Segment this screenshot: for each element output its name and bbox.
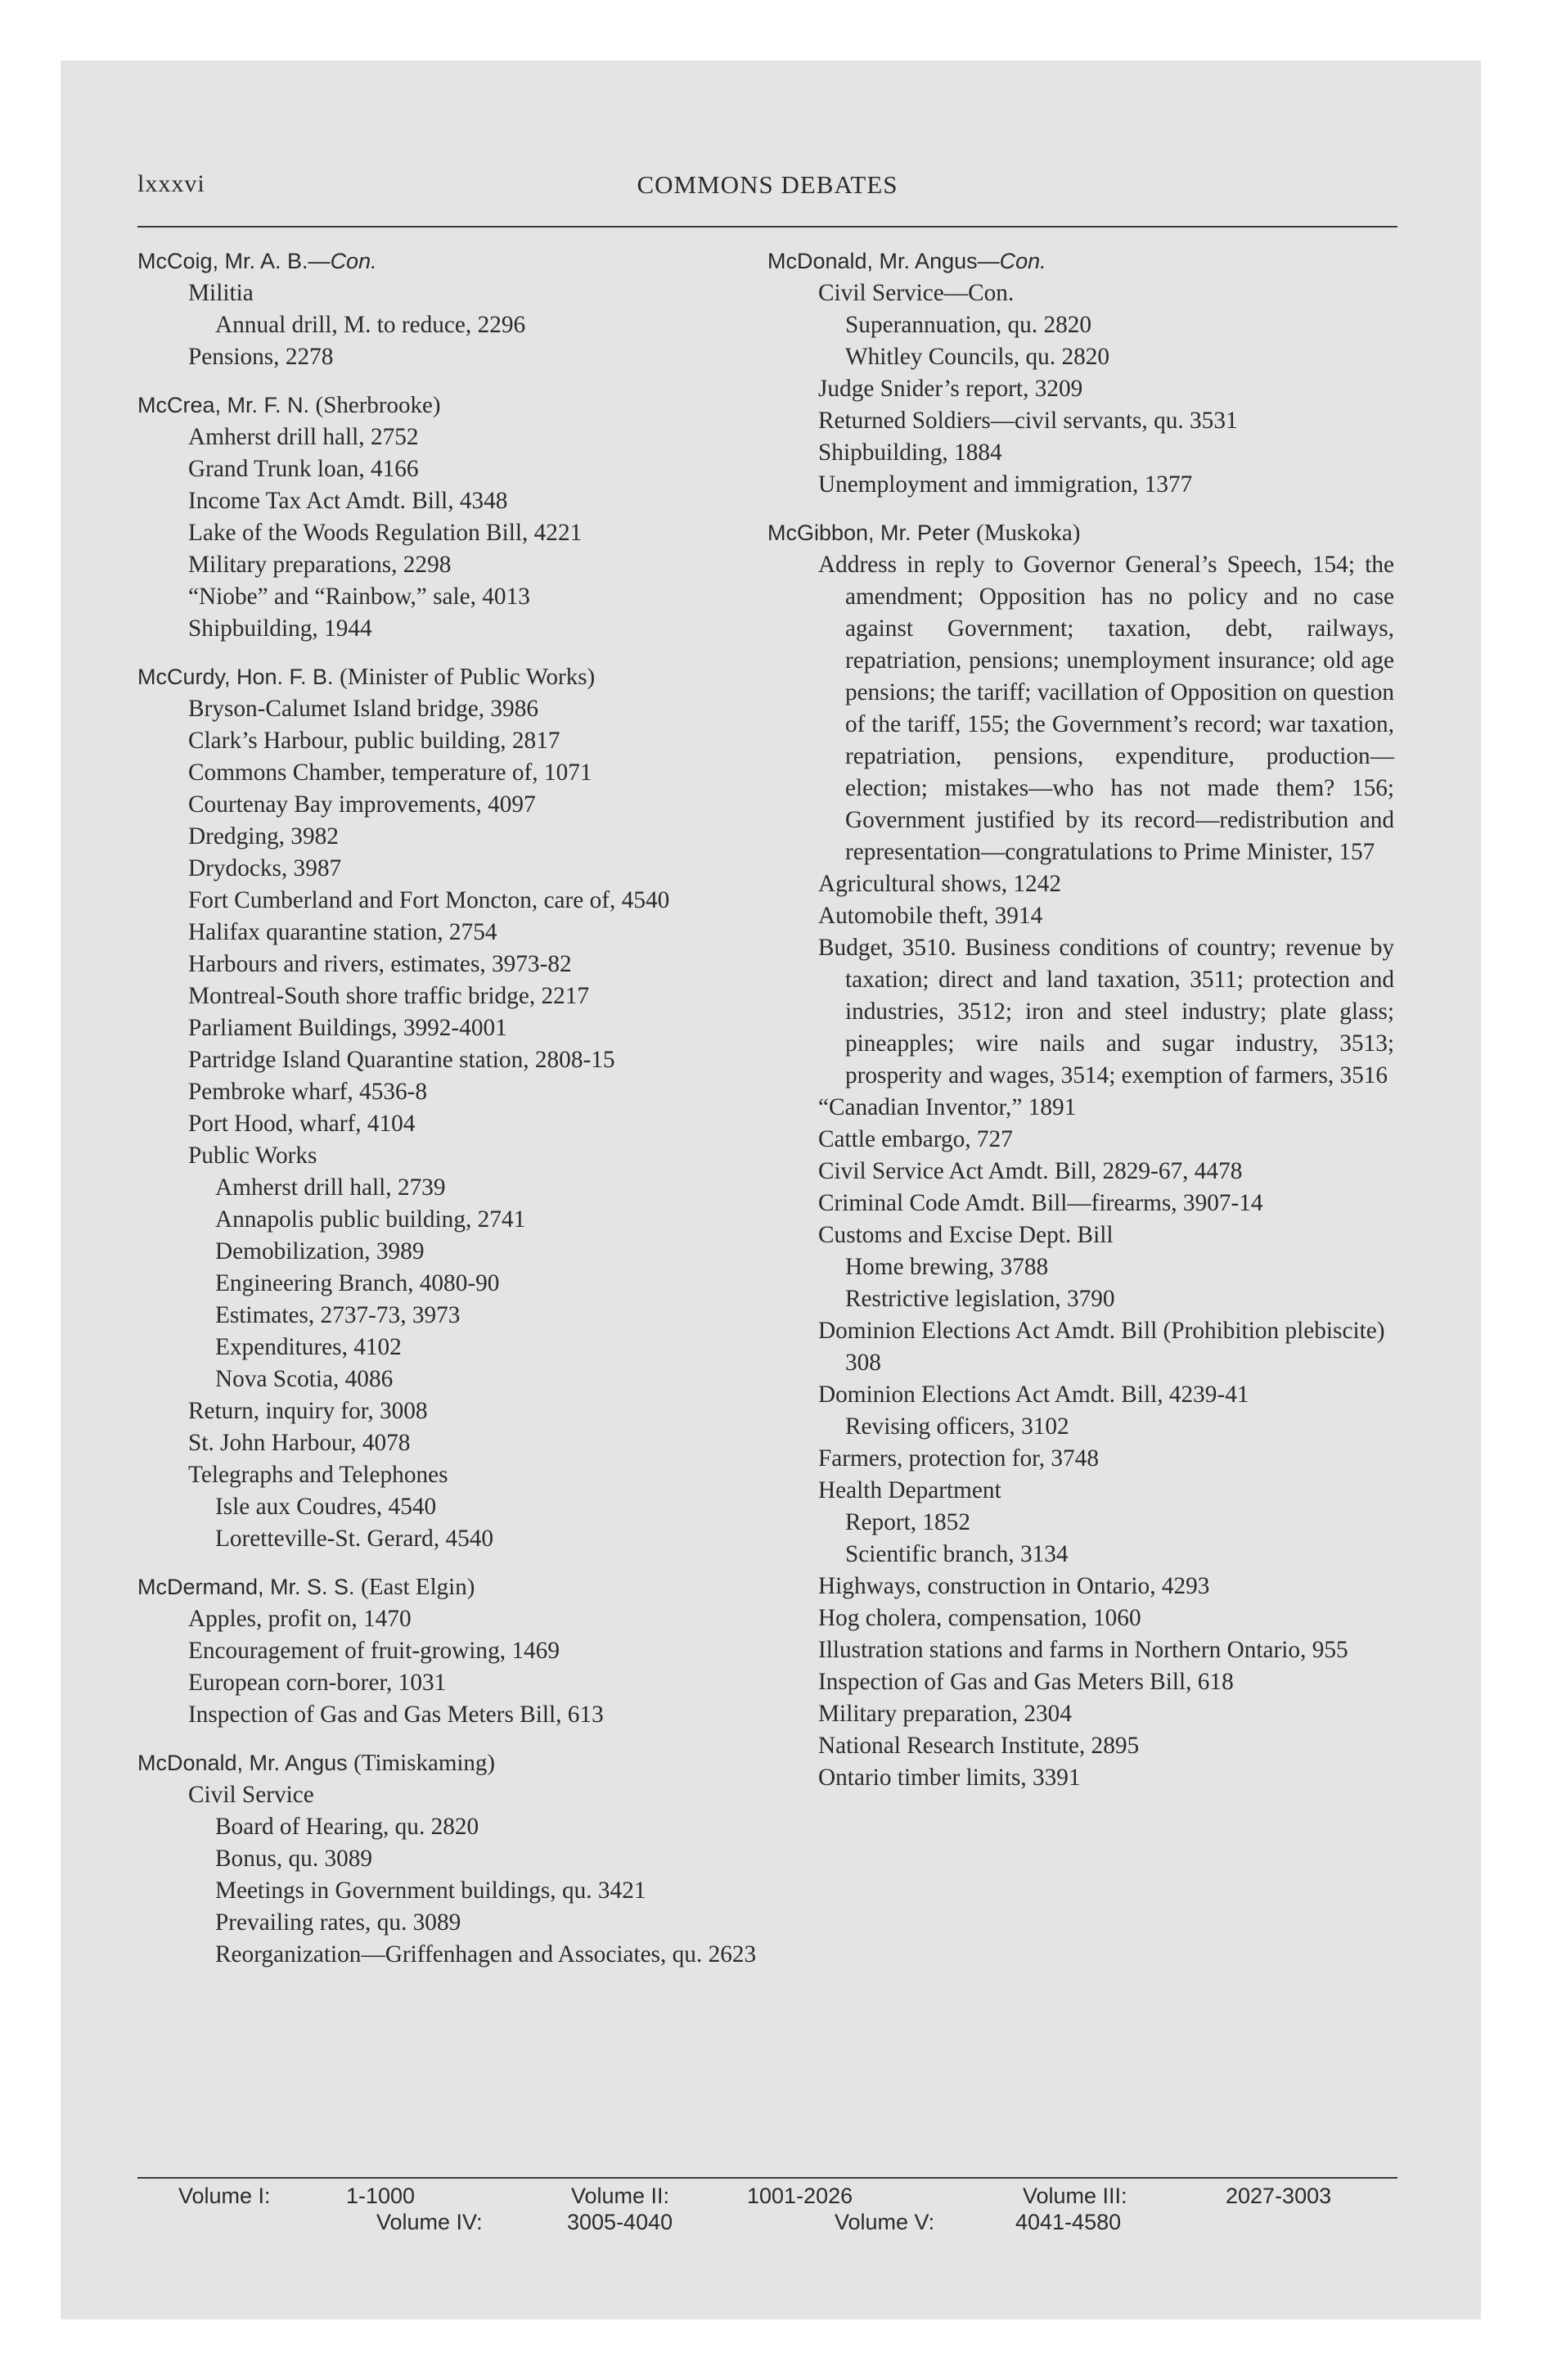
sub-subject: Amherst drill hall, 2739: [215, 1174, 446, 1201]
subject: Courtenay Bay improvements, 4097: [188, 791, 536, 818]
member-name: McDonald, Mr. Angus—: [767, 249, 1000, 273]
subject: Drydocks, 3987: [188, 855, 342, 881]
subject: Shipbuilding, 1944: [188, 615, 372, 642]
constituency: (Muskoka): [976, 520, 1081, 546]
continued-label: Con.: [330, 249, 377, 273]
volume-5-label: Volume V:: [835, 2210, 935, 2234]
subject: Dredging, 3982: [188, 823, 339, 850]
member-name: McCurdy, Hon. F. B.: [137, 665, 334, 689]
subject: Halifax quarantine station, 2754: [188, 919, 497, 945]
sub-subject: Annapolis public building, 2741: [215, 1206, 526, 1233]
sub-subject: Reorganization—Griffenhagen and Associates, qu. 2623: [215, 1941, 757, 1968]
subject: Return, inquiry for, 3008: [188, 1398, 428, 1424]
subject: National Research Institute, 2895: [818, 1733, 1140, 1759]
subject: Unemployment and immigration, 1377: [818, 471, 1193, 498]
sub-subject: Engineering Branch, 4080-90: [215, 1270, 500, 1296]
subject: Inspection of Gas and Gas Meters Bill, 618: [818, 1669, 1234, 1695]
subject: Highways, construction in Ontario, 4293: [818, 1573, 1210, 1599]
index-entry-mcdonald-continued: [767, 246, 1397, 501]
sub-subject: Meetings in Government buildings, qu. 3421: [215, 1877, 646, 1904]
subject: Income Tax Act Amdt. Bill, 4348: [188, 488, 508, 514]
subject: “Niobe” and “Rainbow,” sale, 4013: [188, 584, 530, 610]
sub-subject: Report, 1852: [845, 1509, 970, 1535]
subject: Lake of the Woods Regulation Bill, 4221: [188, 520, 583, 546]
volume-2-label: Volume II:: [571, 2184, 670, 2208]
subject: Public Works: [188, 1143, 317, 1169]
constituency: (Sherbrooke): [315, 392, 441, 418]
subject: Pensions, 2278: [188, 344, 334, 370]
subject: Hog cholera, compensation, 1060: [818, 1605, 1141, 1631]
sub-subject: Home brewing, 3788: [845, 1254, 1049, 1280]
subject: Parliament Buildings, 3992-4001: [188, 1015, 507, 1041]
sub-subject: Loretteville-St. Gerard, 4540: [215, 1526, 494, 1552]
subject: Agricultural shows, 1242: [818, 871, 1062, 897]
subject: Dominion Elections Act Amdt. Bill (Prohibition plebiscite) 308: [818, 1318, 1385, 1376]
member-name: McDonald, Mr. Angus: [137, 1751, 348, 1775]
subject: Address in reply to Governor General’s Speech, 154; the amendment; Opposition has no policy and no case against Government; taxation, debt, railways, repatriation, pensions; unemployment insurance; old age pensions; the tariff; vacillation of Opposition on question of the tariff, 155; the Government’s record; war taxation, repatriation, pensions, expenditure, production—election; mistakes—who has not made them? 156; Government justified by its record—redistribution and representation—congratulations to Prime Minister, 157: [818, 552, 1394, 865]
volume-3-range: 2027-3003: [1226, 2184, 1332, 2208]
subject: Partridge Island Quarantine station, 2808-15: [188, 1047, 615, 1073]
subject: Ontario timber limits, 3391: [818, 1765, 1081, 1791]
volume-4-range: 3005-4040: [567, 2210, 673, 2234]
volume-1-range: 1-1000: [346, 2184, 416, 2208]
member-name: McGibbon, Mr. Peter: [767, 521, 970, 545]
subject: Civil Service: [188, 1782, 314, 1808]
subject: Grand Trunk loan, 4166: [188, 456, 419, 482]
page-number: lxxxvi: [137, 170, 205, 197]
continued-label: Con.: [999, 249, 1046, 273]
sub-subject: Restrictive legislation, 3790: [845, 1286, 1115, 1312]
header-rule: [137, 226, 1397, 228]
sub-subject: Board of Hearing, qu. 2820: [215, 1814, 479, 1840]
subject: Illustration stations and farms in Northern Ontario, 955: [818, 1637, 1348, 1663]
subject: Telegraphs and Telephones: [188, 1462, 448, 1488]
sub-subject: Whitley Councils, qu. 2820: [845, 344, 1110, 370]
sub-subject: Estimates, 2737-73, 3973: [215, 1302, 461, 1328]
subject: Cattle embargo, 727: [818, 1126, 1013, 1152]
index-entry-mccrea: [137, 390, 767, 645]
constituency: (Minister of Public Works): [340, 664, 596, 690]
index-entry-mccoig: [137, 246, 767, 373]
subject: Budget, 3510. Business conditions of country; revenue by taxation; direct and land taxation, 3511; protection and industries, 3512; iron and steel industry; plate glass; pineapples; wire nails and sugar industry, 3513; prosperity and wages, 3514; exemption of farmers, 3516: [818, 935, 1394, 1089]
index-page: [137, 170, 1397, 1987]
subject: Port Hood, wharf, 4104: [188, 1111, 416, 1137]
index-columns: [137, 246, 1397, 1987]
subject: St. John Harbour, 4078: [188, 1430, 411, 1456]
subject: Commons Chamber, temperature of, 1071: [188, 760, 592, 786]
subject: Pembroke wharf, 4536-8: [188, 1079, 428, 1105]
subject: Clark’s Harbour, public building, 2817: [188, 728, 560, 754]
sub-subject: Superannuation, qu. 2820: [845, 312, 1092, 338]
member-name: McDermand, Mr. S. S.: [137, 1575, 355, 1599]
subject: Montreal-South shore traffic bridge, 2217: [188, 983, 590, 1009]
subject: Military preparation, 2304: [818, 1701, 1072, 1727]
sub-subject: Expenditures, 4102: [215, 1334, 402, 1360]
subject: Automobile theft, 3914: [818, 903, 1043, 929]
constituency: (Timiskaming): [353, 1750, 496, 1776]
subject: Criminal Code Amdt. Bill—firearms, 3907-14: [818, 1190, 1263, 1216]
sub-subject: Scientific branch, 3134: [845, 1541, 1069, 1567]
subject: Returned Soldiers—civil servants, qu. 3531: [818, 408, 1238, 434]
sub-subject: Bonus, qu. 3089: [215, 1846, 373, 1872]
sub-subject: Annual drill, M. to reduce, 2296: [215, 312, 526, 338]
subject: Apples, profit on, 1470: [188, 1606, 412, 1632]
sub-subject: Revising officers, 3102: [845, 1413, 1069, 1440]
volume-2-range: 1001-2026: [747, 2184, 853, 2208]
page-header: [137, 170, 1397, 216]
constituency: (East Elgin): [361, 1574, 475, 1600]
subject: Military preparations, 2298: [188, 552, 452, 578]
volume-3-label: Volume III:: [1023, 2184, 1127, 2208]
subject: Inspection of Gas and Gas Meters Bill, 613: [188, 1702, 604, 1728]
subject: Militia: [188, 280, 254, 306]
subject: Health Department: [818, 1477, 1001, 1503]
volume-4-label: Volume IV:: [376, 2210, 483, 2234]
subject: Amherst drill hall, 2752: [188, 424, 419, 450]
subject: Dominion Elections Act Amdt. Bill, 4239-41: [818, 1382, 1249, 1408]
subject: Harbours and rivers, estimates, 3973-82: [188, 951, 572, 977]
subject: Customs and Excise Dept. Bill: [818, 1222, 1114, 1248]
sub-subject: Prevailing rates, qu. 3089: [215, 1909, 461, 1936]
volume-5-range: 4041-4580: [1015, 2210, 1122, 2234]
index-entry-mcdonald: [137, 1747, 767, 1971]
right-column: [767, 246, 1397, 1987]
subject: Bryson-Calumet Island bridge, 3986: [188, 696, 538, 722]
index-entry-mccurdy: [137, 661, 767, 1555]
subject: Shipbuilding, 1884: [818, 439, 1002, 466]
subject: Judge Snider’s report, 3209: [818, 376, 1083, 402]
subject: Civil Service Act Amdt. Bill, 2829-67, 4478: [818, 1158, 1243, 1184]
index-entry-mcgibbon: [767, 517, 1397, 1794]
sub-subject: Nova Scotia, 4086: [215, 1366, 394, 1392]
sub-subject: Demobilization, 3989: [215, 1238, 425, 1264]
volume-1-label: Volume I:: [178, 2184, 271, 2208]
subject: Encouragement of fruit-growing, 1469: [188, 1638, 560, 1664]
index-entry-mcdermand: [137, 1571, 767, 1731]
page-title: COMMONS DEBATES: [637, 170, 898, 199]
subject: Farmers, protection for, 3748: [818, 1445, 1099, 1472]
subject: “Canadian Inventor,” 1891: [818, 1094, 1077, 1120]
sub-subject: Isle aux Coudres, 4540: [215, 1494, 437, 1520]
left-column: [137, 246, 767, 1987]
volume-footer: [137, 2177, 1397, 2238]
subject: European corn-borer, 1031: [188, 1670, 447, 1696]
member-name: McCoig, Mr. A. B.—: [137, 249, 331, 273]
subject: Fort Cumberland and Fort Moncton, care of, 4540: [188, 887, 670, 913]
subject: Civil Service—Con.: [818, 280, 1015, 306]
member-name: McCrea, Mr. F. N.: [137, 393, 310, 417]
